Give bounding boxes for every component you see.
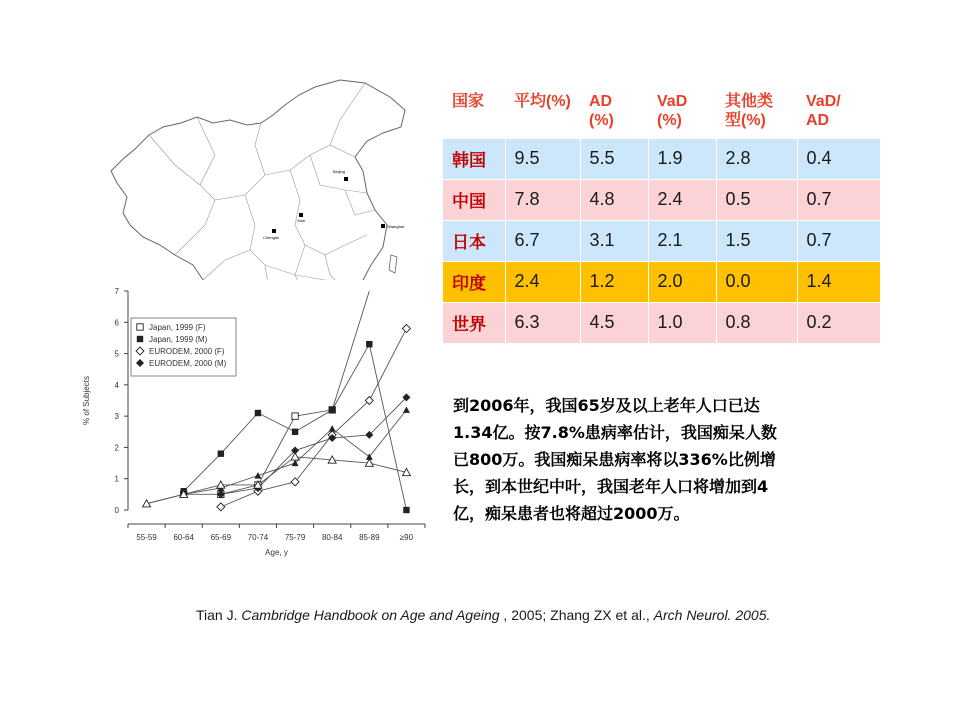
header-country: 国家 — [452, 93, 485, 110]
legend-label: Japan, 1999 (F) — [149, 323, 206, 332]
vad-cell: 1.9 — [648, 138, 716, 179]
y-tick-label: 7 — [114, 287, 119, 296]
table-row — [443, 261, 880, 302]
paragraph-line: 到2006年，我国65岁及以上老年人口已达 — [453, 396, 760, 415]
x-tick-label: 55-59 — [136, 533, 157, 542]
average-cell: 6.3 — [505, 302, 580, 343]
data-point — [402, 325, 410, 333]
other-cell: 0.8 — [716, 302, 797, 343]
data-point — [254, 472, 261, 479]
header-other: 其他类 型(%) — [725, 93, 774, 129]
country-cell: 韩国 — [443, 138, 505, 179]
data-point — [255, 410, 261, 416]
data-point — [292, 429, 298, 435]
other-cell: 0.0 — [716, 261, 797, 302]
city-label: Chengdu — [263, 235, 280, 240]
other-cell: 0.5 — [716, 179, 797, 220]
table-row — [443, 220, 880, 261]
vad-ad-cell: 0.2 — [797, 302, 880, 343]
header-average: 平均(%) — [514, 93, 571, 110]
vad-ad-cell: 1.4 — [797, 261, 880, 302]
chart-legend — [131, 318, 236, 376]
average-cell: 6.7 — [505, 220, 580, 261]
country-cell: 世界 — [443, 302, 505, 343]
header-vad: VaD (%) — [657, 93, 688, 129]
vad-cell: 2.4 — [648, 179, 716, 220]
data-point — [329, 407, 335, 413]
table-row — [443, 302, 880, 343]
ad-cell: 5.5 — [580, 138, 648, 179]
country-cell: 印度 — [443, 261, 505, 302]
vad-ad-cell: 0.7 — [797, 179, 880, 220]
ad-cell: 1.2 — [580, 261, 648, 302]
average-cell: 2.4 — [505, 261, 580, 302]
average-cell: 7.8 — [505, 179, 580, 220]
x-tick-label: ≥90 — [399, 533, 414, 542]
y-axis-title: % of Subjects — [82, 376, 91, 425]
legend-label: Japan, 1999 (M) — [149, 335, 208, 344]
x-tick-label: 70-74 — [247, 533, 269, 542]
data-point — [403, 406, 410, 413]
vad-cell: 1.0 — [648, 302, 716, 343]
city-label: Beijing — [333, 169, 346, 174]
data-point — [403, 507, 409, 513]
data-point — [218, 450, 224, 456]
y-tick-label: 2 — [114, 443, 119, 453]
data-point — [217, 503, 225, 511]
legend-label: EURODEM, 2000 (F) — [149, 347, 225, 356]
y-tick-label: 0 — [114, 506, 119, 515]
data-point — [291, 478, 299, 486]
taiwan-island — [389, 255, 397, 273]
legend-label: EURODEM, 2000 (M) — [149, 359, 227, 368]
vad-ad-cell: 0.4 — [797, 138, 880, 179]
dementia-prevalence-table — [443, 88, 880, 343]
summary-paragraph — [453, 392, 893, 527]
y-tick-label: 4 — [114, 380, 119, 390]
ad-cell: 4.8 — [580, 179, 648, 220]
x-tick-label: 65-69 — [210, 533, 232, 542]
data-point — [137, 336, 143, 342]
other-cell: 1.5 — [716, 220, 797, 261]
table-header-row — [443, 88, 880, 138]
y-tick-label: 6 — [114, 318, 119, 328]
x-axis-title: Age, y — [265, 548, 288, 557]
country-cell: 中国 — [443, 179, 505, 220]
y-tick-label: 3 — [114, 412, 119, 422]
y-tick-label: 5 — [114, 349, 119, 359]
citation-journal: Arch Neurol. 2005. — [653, 607, 771, 623]
city-label: Shanghai — [387, 224, 404, 229]
x-tick-label: 80-84 — [321, 533, 343, 542]
paragraph-line: 亿，痴呆患者也将超过2000万。 — [453, 504, 690, 523]
vad-cell: 2.0 — [648, 261, 716, 302]
vad-ad-cell: 0.7 — [797, 220, 880, 261]
paragraph-line: 已800万。我国痴呆患病率将以336%比例增 — [453, 450, 776, 469]
ad-cell: 4.5 — [580, 302, 648, 343]
data-point — [137, 324, 143, 330]
data-point — [329, 425, 336, 432]
series-line — [221, 329, 407, 507]
citation — [196, 607, 770, 623]
average-cell: 9.5 — [505, 138, 580, 179]
citation-author: Tian J. — [196, 607, 242, 623]
x-tick-label: 60-64 — [173, 533, 194, 542]
paragraph-line: 长，到本世纪中叶，我国老年人口将增加到4 — [453, 477, 769, 496]
vad-cell: 2.1 — [648, 220, 716, 261]
data-point — [292, 413, 298, 419]
citation-middle: , 2005; Zhang ZX et al., — [499, 607, 654, 623]
country-cell: 日本 — [443, 220, 505, 261]
prevalence-line-chart — [75, 280, 435, 560]
ad-cell: 3.1 — [580, 220, 648, 261]
paragraph-line: 1.34亿。按7.8%患病率估计，我国痴呆人数 — [453, 423, 777, 442]
y-tick-label: 1 — [114, 474, 119, 484]
table-row — [443, 179, 880, 220]
citation-book-title: Cambridge Handbook on Age and Ageing — [241, 607, 500, 623]
header-ad: AD (%) — [589, 93, 614, 129]
header-vad-ad: VaD/ AD — [806, 93, 841, 129]
x-tick-label: 75-79 — [284, 533, 306, 542]
table-row — [443, 138, 880, 179]
city-label: Xian — [297, 218, 306, 223]
other-cell: 2.8 — [716, 138, 797, 179]
data-point — [366, 341, 372, 347]
x-tick-label: 85-89 — [359, 533, 380, 542]
